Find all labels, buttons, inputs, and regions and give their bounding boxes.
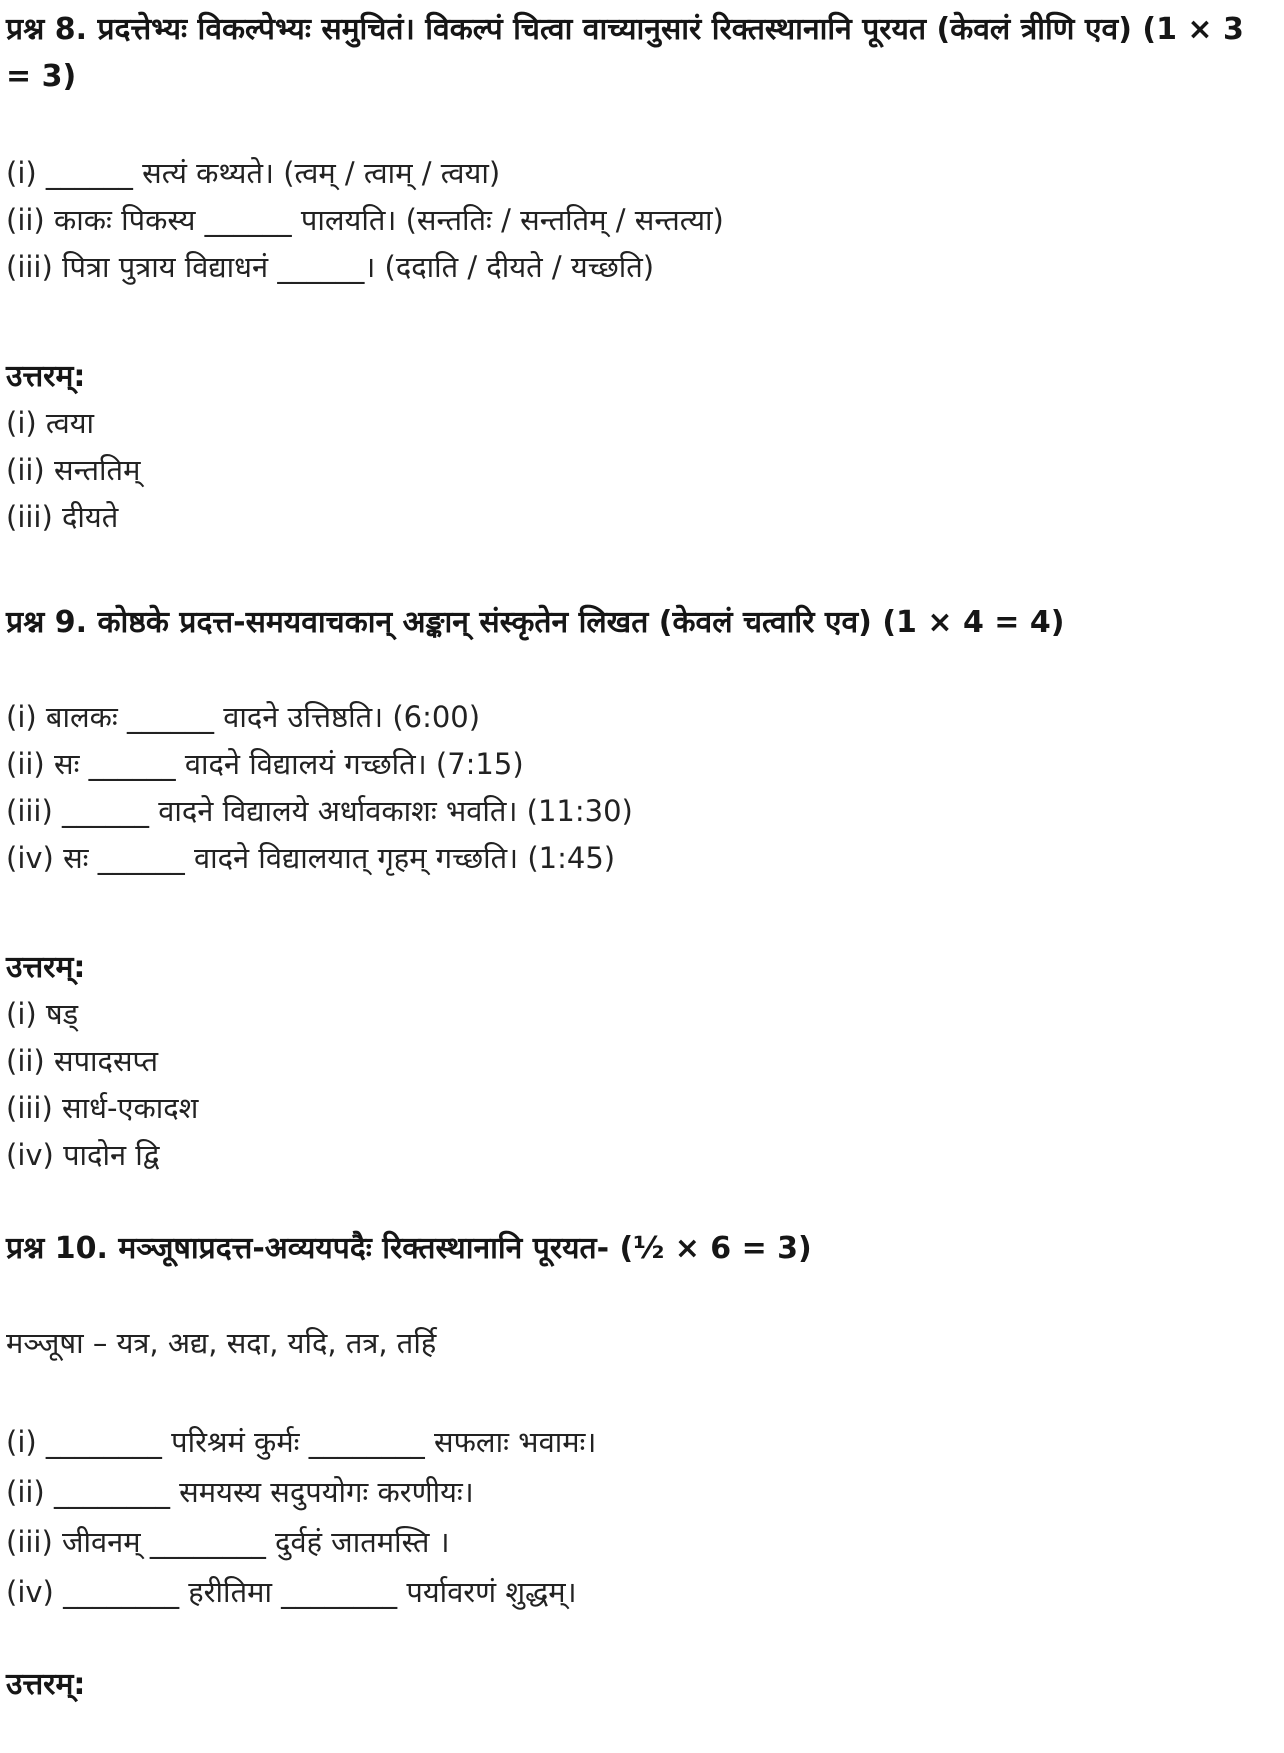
question-9-answer-iii: (iii) सार्ध-एकादश [6,1091,199,1125]
question-8-answer-iii: (iii) दीयते [6,500,119,534]
question-9-answer-ii: (ii) सपादसप्त [6,1044,159,1078]
question-8-answer-ii: (ii) सन्ततिम् [6,453,141,487]
question-9-answer-i: (i) षड् [6,997,79,1031]
question-8-item-iii: (iii) पित्रा पुत्राय विद्याधनं ______। (ददाति / दीयते / यच्छति) [6,250,655,284]
question-10-answers-heading: उत्तरम्: [6,1667,86,1702]
question-8-title: प्रश्न 8. प्रदत्तेभ्यः विकल्पेभ्यः समुचितं। विकल्पं चित्वा वाच्यानुसारं रिक्तस्थानानि पूरयत (केवलं त्रीणि एव) (1 × 3 = 3) [6,12,1244,94]
question-8-answers [6,400,1274,541]
question-10-items [6,1417,1274,1617]
question-8-item-ii: (ii) काकः पिकस्य ______ पालयति। (सन्ततिः / सन्ततिम् / सन्तत्या) [6,203,724,237]
question-9-answer-iv: (iv) पादोन द्वि [6,1138,160,1172]
question-10-item-ii: (ii) ________ समयस्य सदुपयोगः करणीयः। [6,1475,474,1509]
question-9-item-iv: (iv) सः ______ वादने विद्यालयात् गृहम् गच्छति। (1:45) [6,841,616,875]
question-9-items [6,694,1274,882]
question-8-answers-heading: उत्तरम्: [6,359,86,394]
question-8-answer-i: (i) त्वया [6,406,95,440]
question-10-item-i: (i) ________ परिश्रमं कुर्मः ________ सफलाः भवामः। [6,1425,597,1459]
question-10-item-iv: (iv) ________ हरीतिमा ________ पर्यावरणं शुद्धम्। [6,1575,577,1609]
question-10-title: प्रश्न 10. मञ्जूषाप्रदत्त-अव्ययपदैः रिक्तस्थानानि पूरयत- (½ × 6 = 3) [6,1231,812,1266]
question-9-item-iii: (iii) ______ वादने विद्यालये अर्धावकाशः भवति। (11:30) [6,794,633,828]
question-8-items [6,150,1274,291]
question-10-word-box: मञ्जूषा – यत्र, अद्य, सदा, यदि, तत्र, तर्हि [6,1326,437,1360]
question-9-answers-heading: उत्तरम्: [6,950,86,985]
question-9-title: प्रश्न 9. कोष्ठके प्रदत्त-समयवाचकान् अङ्कान् संस्कृतेन लिखत (केवलं चत्वारि एव) (1 × 4 = 4) [6,605,1065,640]
question-9-item-ii: (ii) सः ______ वादने विद्यालयं गच्छति। (7:15) [6,747,524,781]
question-9-answers [6,991,1274,1179]
question-8-item-i: (i) ______ सत्यं कथ्यते। (त्वम् / त्वाम् / त्वया) [6,156,501,190]
question-10-item-iii: (iii) जीवनम् ________ दुर्वहं जातमस्ति । [6,1525,450,1559]
question-9-item-i: (i) बालकः ______ वादने उत्तिष्ठति। (6:00) [6,700,481,734]
